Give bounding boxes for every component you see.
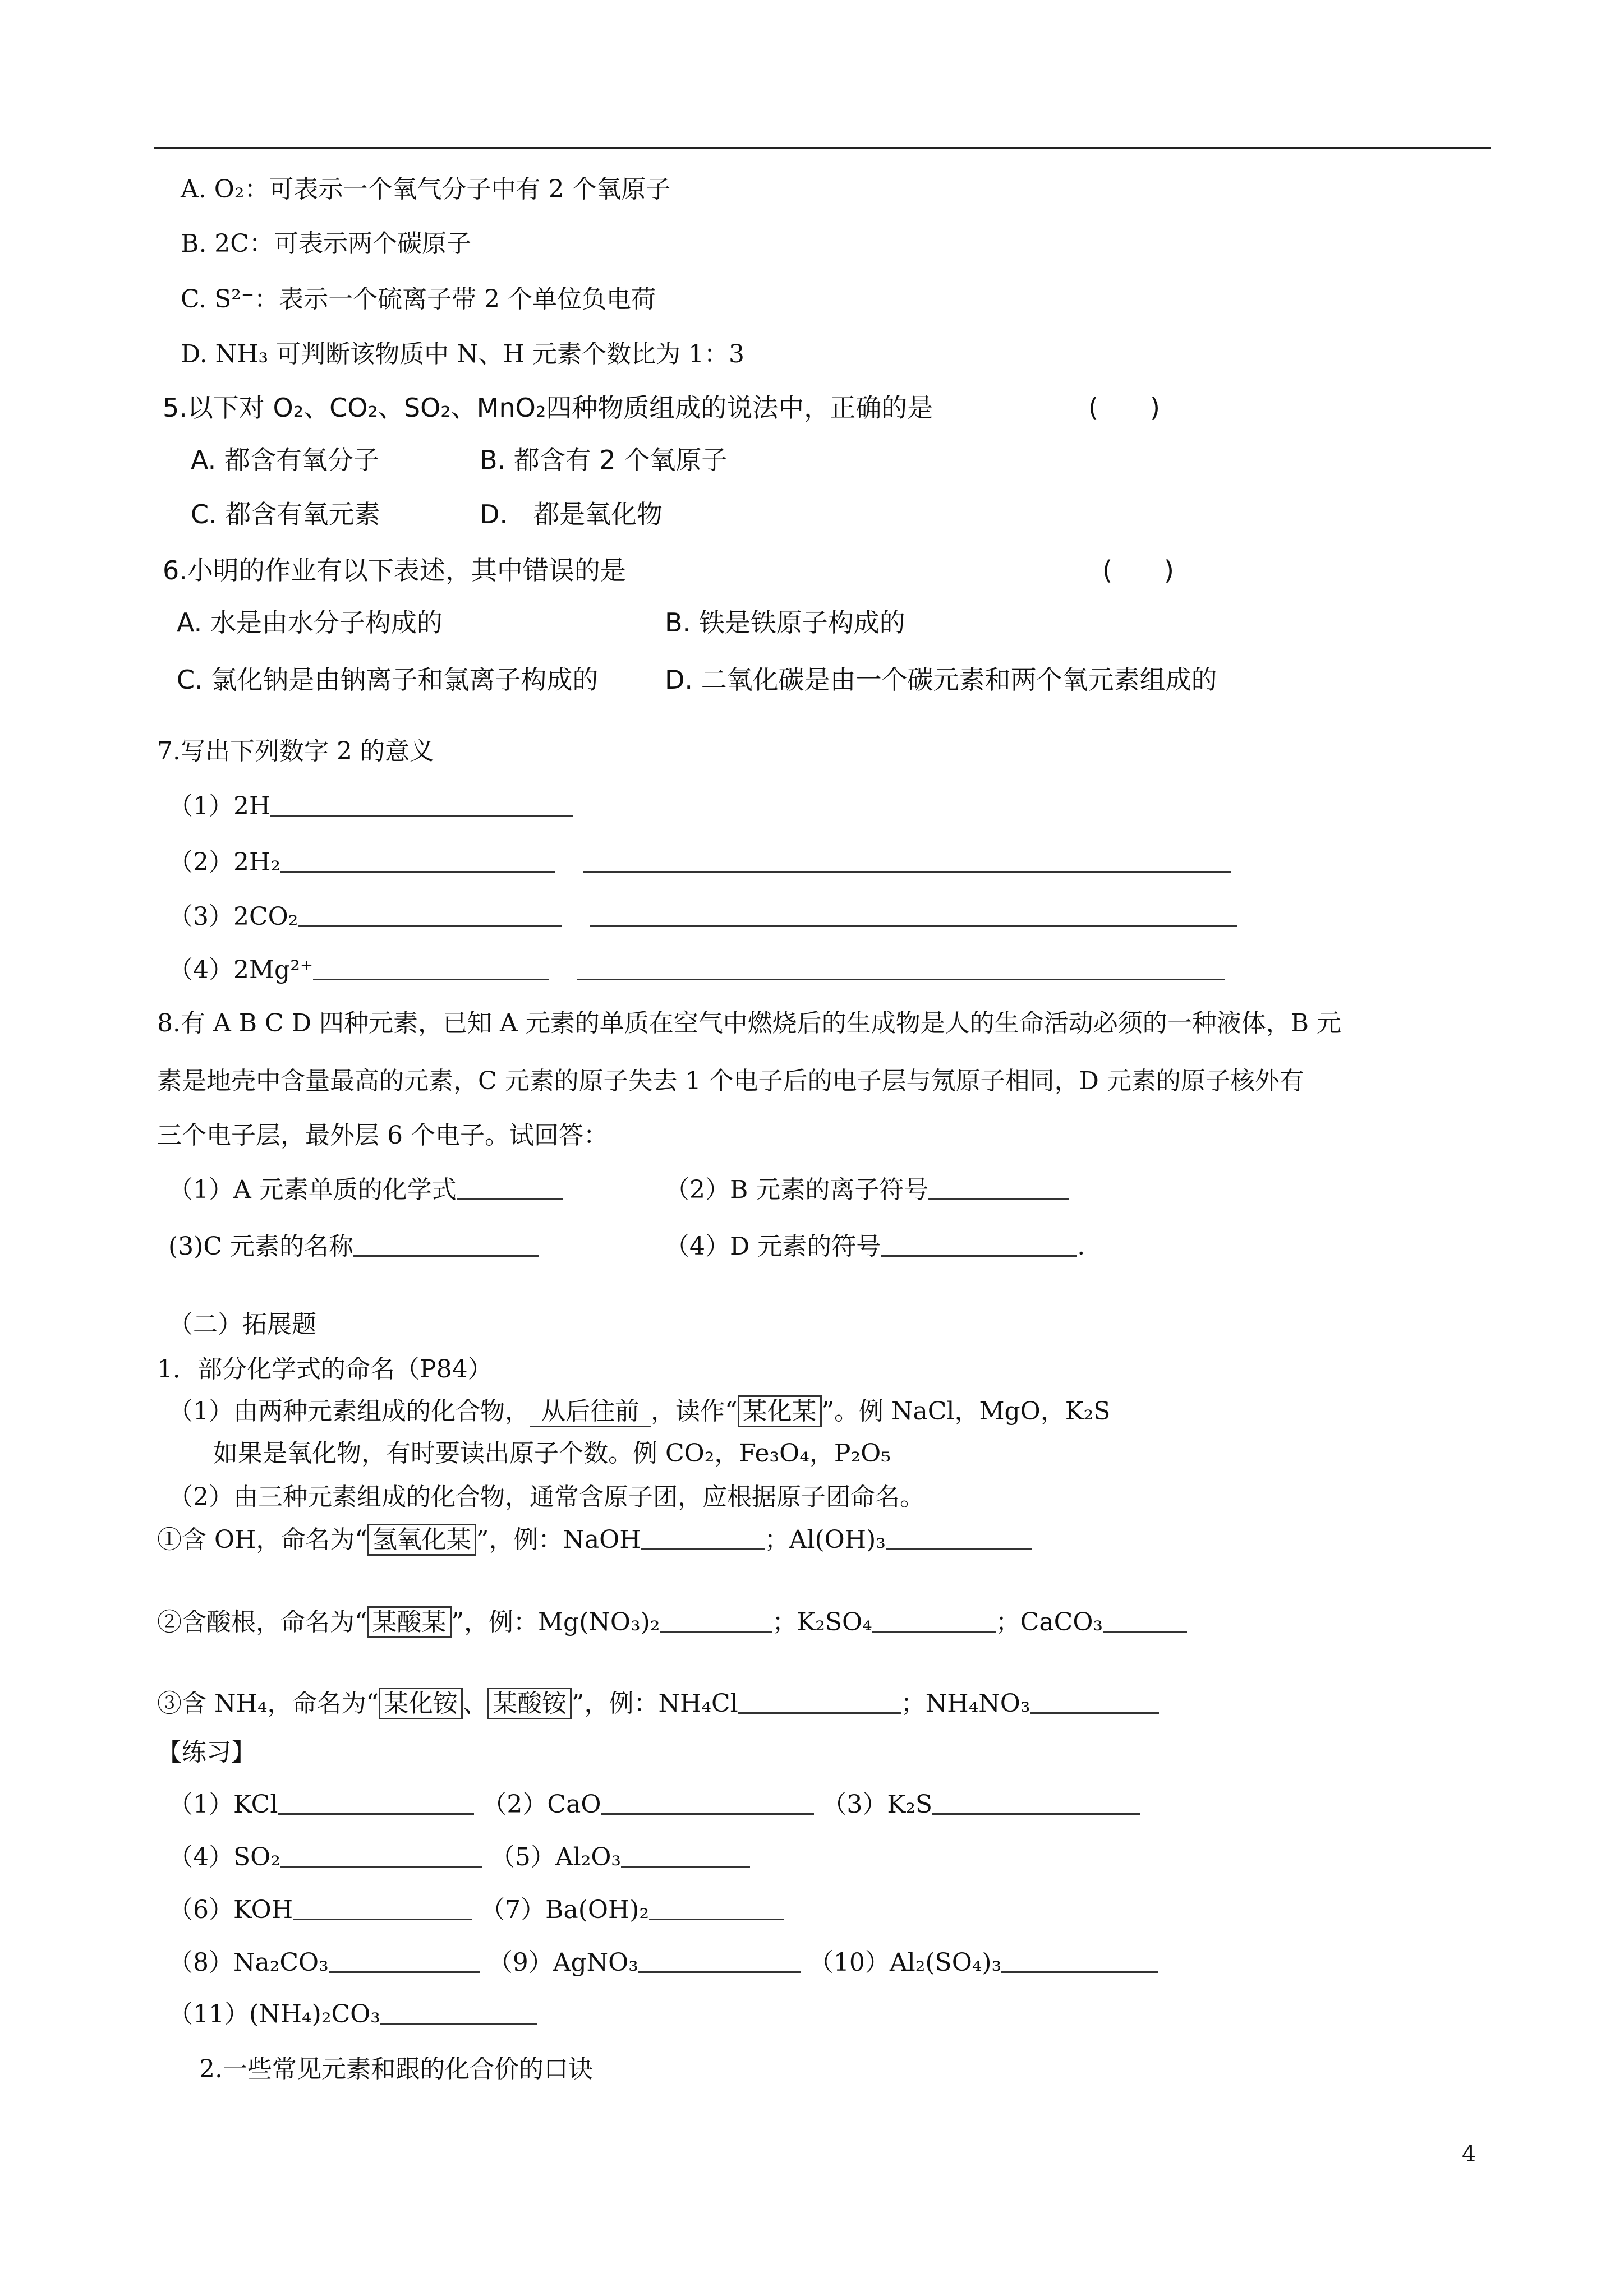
q6-option-a: A. 水是由水分子构成的 [177, 607, 443, 638]
q8-part-4: （4）D 元素的符号 . [665, 1232, 1085, 1261]
q7-item-label: （2）2H₂ [168, 848, 280, 877]
q6-answer-paren: ( ) [1102, 555, 1174, 585]
answer-blank[interactable] [583, 849, 1231, 873]
answer-blank[interactable] [280, 849, 555, 873]
q8-part-1 [168, 1173, 563, 1207]
q6-stem: 6.小明的作业有以下表述，其中错误的是 [163, 555, 626, 585]
q8-line: 三个电子层，最外层 6 个电子。试回答： [157, 1121, 608, 1150]
answer-blank[interactable] [313, 956, 549, 980]
answer-blank[interactable] [577, 956, 1225, 980]
naming-nh4: ③含 NH₄，命名为“ 某化铵 、 某酸铵 ”，例：NH₄Cl ；NH₄NO₃ [157, 1687, 1159, 1721]
q4-option-c: C. S²⁻：表示一个硫离子带 2 个单位负电荷 [181, 285, 656, 313]
answer-blank[interactable] [638, 1949, 801, 1973]
boxed-answer: 某化铵 [379, 1688, 463, 1719]
naming-rule-oxide: 如果是氧化物，有时要读出原子个数。例 CO₂，Fe₃O₄，P₂O₅ [213, 1439, 891, 1468]
boxed-answer: 氢氧化某 [367, 1524, 476, 1556]
q5-option-d: D. 都是氧化物 [480, 499, 663, 529]
answer-blank[interactable] [380, 2000, 537, 2025]
answer-blank[interactable] [329, 1949, 480, 1973]
answer-blank[interactable] [660, 1608, 772, 1633]
practice-row: （4）SO₂ （5）Al₂O₃ [168, 1841, 750, 1874]
answer-blank[interactable] [1103, 1608, 1187, 1633]
answer-blank[interactable] [280, 1843, 482, 1868]
q8-part-label: （4）D 元素的符号 [665, 1232, 881, 1261]
q7-item [168, 790, 573, 823]
answer-blank[interactable] [928, 1176, 1069, 1200]
answer-blank[interactable] [457, 1176, 563, 1200]
practice-row: （6）KOH （7）Ba(OH)₂ [168, 1893, 784, 1927]
naming-rule-1: （1）由两种元素组成的化合物， 从后往前 ，读作“ 某化某 ”。例 NaCl，MgO，K₂S [168, 1395, 1110, 1428]
page-number: 4 [1462, 2141, 1476, 2167]
q6-option-d: D. 二氧化碳是由一个碳元素和两个氧元素组成的 [665, 665, 1217, 695]
practice-row: （1）KCl （2）CaO （3）K₂S [168, 1788, 1140, 1822]
naming-rule-2: （2）由三种元素组成的化合物，通常含原子团，应根据原子团命名。 [168, 1483, 924, 1511]
q7-item [168, 900, 1237, 934]
header-rule [154, 147, 1491, 149]
answer-blank[interactable] [270, 792, 573, 817]
section-title: （二）拓展题 [168, 1310, 316, 1339]
answer-blank[interactable] [649, 1896, 784, 1920]
answer-blank[interactable] [278, 1791, 474, 1815]
q8-part-3 [168, 1230, 539, 1264]
boxed-answer: 某酸铵 [487, 1688, 572, 1719]
q8-part-2 [665, 1173, 1069, 1207]
q8-part-label: (3)C 元素的名称 [168, 1232, 353, 1261]
naming-oh: ①含 OH，命名为“ 氢氧化某 ”，例：NaOH ；Al(OH)₃ [157, 1523, 1032, 1557]
naming-acid: ②含酸根，命名为“ 某酸某 ”，例：Mg(NO₃)₂ ；K₂SO₄ ；CaCO₃ [157, 1606, 1187, 1639]
practice-row: （8）Na₂CO₃ （9）AgNO₃ （10）Al₂(SO₄)₃ [168, 1946, 1158, 1980]
q8-line: 素是地壳中含量最高的元素，C 元素的原子失去 1 个电子后的电子层与氖原子相同，D 元素的原子核外有 [157, 1067, 1304, 1095]
answer-blank[interactable] [298, 903, 562, 927]
q7-item-label: （3）2CO₂ [168, 902, 298, 931]
answer-blank[interactable] [872, 1608, 996, 1633]
answer-blank[interactable] [641, 1526, 765, 1550]
section-item-1: 1．部分化学式的命名（P84） [157, 1355, 493, 1384]
q8-part-label: （1）A 元素单质的化学式 [168, 1175, 457, 1204]
boxed-answer: 某化某 [738, 1395, 822, 1427]
q6-option-b: B. 铁是铁原子构成的 [665, 607, 905, 638]
q7-item-label: （1）2H [168, 792, 271, 820]
q8-line: 8.有 A B C D 四种元素，已知 A 元素的单质在空气中燃烧后的生成物是人的生命活动必须的一种液体，B 元 [157, 1009, 1342, 1038]
practice-title: 【练习】 [157, 1738, 256, 1767]
answer-blank[interactable] [601, 1791, 814, 1815]
q8-part-label: （2）B 元素的离子符号 [665, 1175, 929, 1204]
q4-option-d: D. NH₃ 可判断该物质中 N、H 元素个数比为 1：3 [181, 340, 744, 368]
q7-item-label: （4）2Mg²⁺ [168, 956, 314, 984]
q4-option-b: B. 2C：可表示两个碳原子 [181, 229, 471, 258]
q5-option-a: A. 都含有氧分子 [191, 445, 379, 475]
section-item-2: 2.一些常见元素和跟的化合价的口诀 [199, 2055, 593, 2083]
answer-blank[interactable] [738, 1690, 901, 1714]
q5-stem: 5.以下对 O₂、CO₂、SO₂、MnO₂四种物质组成的说法中，正确的是 [163, 393, 933, 423]
answer-blank[interactable] [353, 1233, 539, 1257]
q5-answer-paren: ( ) [1088, 393, 1160, 423]
q4-option-a: A. O₂：可表示一个氧气分子中有 2 个氧原子 [181, 175, 671, 204]
q5-option-c: C. 都含有氧元素 [191, 499, 380, 529]
practice-row: （11）(NH₄)₂CO₃ [168, 1998, 537, 2031]
q5-option-b: B. 都含有 2 个氧原子 [480, 445, 728, 475]
q7-stem: 7.写出下列数字 2 的意义 [157, 737, 434, 766]
boxed-answer: 某酸某 [367, 1606, 452, 1638]
answer-blank[interactable] [886, 1526, 1032, 1550]
answer-blank[interactable] [932, 1791, 1140, 1815]
answer-blank[interactable] [621, 1843, 750, 1868]
q7-item [168, 953, 1225, 987]
answer-blank[interactable] [1001, 1949, 1158, 1973]
answer-blank[interactable] [590, 903, 1237, 927]
answer-blank[interactable] [881, 1233, 1077, 1257]
answer-blank[interactable] [1030, 1690, 1159, 1714]
q6-option-c: C. 氯化钠是由钠离子和氯离子构成的 [177, 665, 599, 695]
underlined-answer: 从后往前 [530, 1397, 651, 1427]
q7-item [168, 846, 1231, 879]
answer-blank[interactable] [293, 1896, 472, 1920]
